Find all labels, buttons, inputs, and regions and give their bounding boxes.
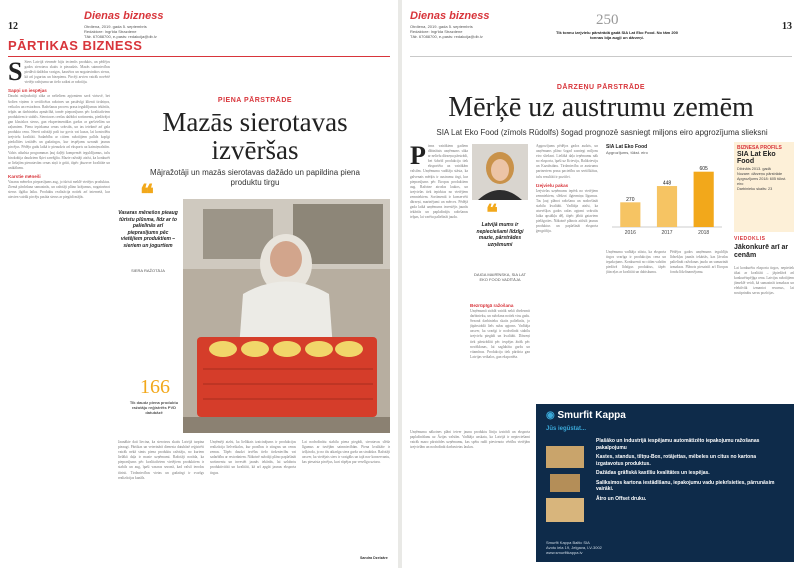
ad-boxes-icon xyxy=(542,440,590,536)
profile-company: SIA Lat Eko Food xyxy=(737,151,776,165)
article-column-4: Uzņēmuma vadītāja stāsta, ka eksporta tirgos svarīga ir produkcijas cena un iepakojums. Konkurenti no citām valstīm piedāvā līdzīgus produktus, tāpēc jāizceļas ar kvalitāti un dabiskumu. xyxy=(606,250,666,275)
top-stat-caption: Tik tonnu izejvielu pārstrādā gadā SIA Lat Eko Food. No tām 200 tonnas bija augļi un dārzeņi. xyxy=(555,30,679,40)
ad-footer: Smurfit Kappa Baltic SIA Avotu iela 19, Jelgava, LV-3002 www.smurfitkappa.lv xyxy=(546,540,602,555)
stat-number: 166 xyxy=(140,376,170,398)
chart-value-label: 605 xyxy=(699,166,708,173)
article-column-1: S Siers Latvijā vienmēr bijis iecienīts produkts, un pēdējos gados sierotavu skaits ir pieaudzis. Mazās saimniecības piedāvā dažādus svaigos, kausētos un nogatavinātos sierus, kā arī jogurtus un biezpienu. Pircēji arvien vairāk novērtē vietējo ražojumu un tiešo saikni ar ražotāju. Sapņi un iespējas Daudzi mājražotāji sāka ar nelieliem apjomiem savā virtuvē, bet šodien viņiem ir sertificētas ražotnes un pastāvīgi klienti tirdziņos, veikalos un restorānos. Ražošanas process prasa ieguldījumus iekārtās, telpās un darbinieku apmācībā, tomēr pieprasījums pēc kvalitatīviem produktiem ir stabils. Sierotavas cenšas dažādot sortimentu, piedāvājot gan klasiskos sierus, gan eksperimentālas garšas ar garšvielām un zaļumiem. Piena iepirkuma cenas svārstās, un tas ietekmē arī gala produkta cenu. Nereti ražotāji paši tur govis vai kazas, lai kontrolētu izejvielu kvalitāti. Sadarbība ar citiem ražotājiem palīdz kopīgi piedalīties izstādēs un gadatirgos, kur iespējams uzrunāt jaunus pircējus. Pēdējo gadu laikā ir pieaudzis arī eksports uz kaimiņvalstīm. Valsts atbalsta programmas ļauj daļēji kompensēt ieguldījumus, taču birokrātija daudziem šķiet sarežģīta. Mazie ražotāji atzīst, ka konkurēt ar lielajām pienotavām cenas ziņā ir grūti, tāpēc jāuzsver kvalitāte un unikālums. Karstie mēneši Vasaras mēnešos pieprasījums aug, jo tūristi meklē vietējos produktus. Ziemā pārdošana samazinās, un ražotāji plāno krājumus, nogatavinot sierus ilgāku laiku. Produktu realizācija notiek arī internetā, kur aizvien vairāk pircēju pasūta sierus ar piegādi mājās. xyxy=(8,60,110,200)
opinion-headline: Jākonkurē arī ar cenām xyxy=(734,244,789,259)
pull-quote: Latvijā mums ir nepieciešami līdzīgi mazie, pārstrādes uzņēmumi xyxy=(476,222,524,248)
headline: Mērķē uz austrumu zemēm xyxy=(448,92,754,123)
quote-attribution: SIERA RAŽOTĀJA xyxy=(131,268,165,273)
top-rule xyxy=(410,56,792,57)
article-byline: Sandra Dzelzāre xyxy=(360,556,388,560)
revenue-chart xyxy=(606,144,728,244)
article-kicker: DĀRZEŅU PĀRSTRĀDE xyxy=(556,84,646,91)
top-stat-number: 250 xyxy=(596,12,619,28)
article-column-5: Pēdējos gados uzņēmums ieguldījis līdzekļus jaunās iekārtās, kas ļāvušas palielināt ražošanas jaudu un samazināt izmaksas. Plānots piesaistīt arī Eiropas fondu līdzfinansējumu. xyxy=(670,250,728,275)
article-column-1: P irms vairākiem gadiem dibinātais uzņēmums sāka ar nelielu dārzeņu pārstrādi, bet šobrīd produkcija tiek eksportēta uz vairākām valstīm. Uzņēmuma vadītāja stāsta, ka galvenais mērķis ir austrumu tirgi, kur pieprasījums pēc Eiropas produktiem aug. Ražotne atrodas laukos, un izejvielas tiek iepirktas no vietējiem zemniekiem. Sortimentā ir konservēti dārzeņi, marinējumi un mērces. Pēdējā gada laikā uzņēmums investējis jaunās iekārtās un paplašinājis ražošanas telpas, lai varētu palielināt jaudu. xyxy=(410,144,468,220)
chart-value-label: 448 xyxy=(662,180,672,187)
quote-mark-icon: ❝ xyxy=(140,180,154,209)
right-page xyxy=(402,0,800,568)
section-title: PĀRTIKAS BIZNESS xyxy=(8,38,143,53)
chart-value-label: 270 xyxy=(626,196,635,203)
article-deck: Mājražotāji un mazās sierotavas dažādo un papildina piena produktu tirgu xyxy=(150,168,360,187)
opinion-column: Lai konkurētu eksporta tirgos, nepietiek tikai ar kvalitāti – jāpiedāvā arī konkurētspējīga cena. Latvijas ražotājiem jāmeklē veidi, kā samazināt izmaksas un efektīvāk izmantot resursus, lai nostiprinātu savas pozīcijas. xyxy=(734,266,794,296)
article-column-4: Lai nodrošinātu stabilu piena piegādi, sierotavas slēdz līgumus ar tuvējām saimniecībām. Piena kvalitāte ir izšķiroša, jo no tās atkarīga siera garša un struktūra. Ražotāji uzsver, ka vietējais siers ir svaigāks un tajā nav konservantu, kas piesaista pircējus, kuri rūpējas par veselīgu uzturu. xyxy=(302,440,390,465)
ad-brand: ◉ Smurfit Kappa xyxy=(546,410,626,421)
opinion-label: VIEDOKLIS xyxy=(734,236,766,242)
portrait-svg xyxy=(472,144,528,200)
smurfit-kappa-ad xyxy=(536,404,794,562)
article-column-6: Uzņēmuma nākotnes plāni ietver jaunu produktu līniju izstrādi un eksporta paplašināšanu uz Āzijas valstīm. Vadītāja uzskata, ka Latvijā ir nepieciešami vairāk mazo pārstrādes uzņēmumu, kas spētu radīt pievienoto vērtību vietējām izejvielām un nodrošināt darbavietas laukos. xyxy=(410,430,530,450)
drop-cap: P xyxy=(410,144,426,170)
masthead-info: Otrdiena, 2019. gada 5. septembris Redaktore: Ingrīda Strazdene Tālr. 67088700, e-pasts: redakcija@db.lv xyxy=(84,24,157,39)
chart-title: SIA Lat Eko Food xyxy=(606,144,648,150)
cheese-photo xyxy=(183,199,390,433)
ad-bullets: Plašāko un industrijā iespējamu automātizēto iepakojumu ražošanas pakalpojumu Kastes, standus, tiltņu-Box, rotājettas, mēbeles un citus no kartona izgatavotus produktus. Dažādas grāfiskā kastīšu kvalitātes un iespējas. Saliksimos kartona iestādīšanu, iepakojumu vadu piekrīsieties, pārrunāsim vairāki. Ātro un Offset druku. xyxy=(596,438,775,502)
article-kicker: PIENA PĀRSTRĀDE xyxy=(217,97,293,104)
brand-logo: Dienas bizness xyxy=(410,10,490,22)
chart-category-label: 2018 xyxy=(698,230,710,236)
chart-category-label: 2016 xyxy=(624,230,636,236)
chart-category-label: 2017 xyxy=(661,230,673,236)
cheese-photo-svg xyxy=(183,199,390,433)
article-deck: SIA Lat Eko Food (zīmols Rūdolfs) šogad prognozē sasniegt miljons eiro apgrozījuma slieksni xyxy=(436,128,768,137)
article-column-3: Uzņēmēji atzīst, ka lielākais izaicinājums ir produkcijas realizācija lielveikalos, kur prasības ir stingras un cenas zemas. Tāpēc daudzi izvēlas tiešo tirdzniecību vai sadarbību ar restorāniem. Nākotnē ražotāji plāno paplašināt sortimentu un investēt jaunās iekārtās, lai uzlabotu produktivitāti un kvalitāti, kā arī apgūt jaunus eksporta tirgus. xyxy=(210,440,296,475)
page-number: 12 xyxy=(8,21,18,32)
quote-attribution: DAIGA MAIRĪNSKA, SIA LAT EKO FOOD VADĪTĀJA xyxy=(474,272,526,282)
chart-bar xyxy=(657,186,677,227)
portrait-photo xyxy=(472,144,528,200)
chart-bar xyxy=(620,202,640,227)
article-column-2: Bezrūpīgā ražošana Uzņēmumā strādā vairāk nekā divdesmit darbinieku, un ražošana notiek visu gadu. Sezonā darbinieku skaits palielinās, jo jāpārstrādā liels ražas apjoms. Vadītāja uzsver, ka svarīgi ir nodrošināt stabilu izejvielu piegādi un kvalitāti. Dārzeņi tiek pārstrādāti pēc iespējas ātrāk pēc novākšanas, lai saglabātu garšu un vitamīnus. Produkcija tiek pārdota gan Latvijas veikalos, gan eksportēta. xyxy=(470,303,530,359)
pull-quote: Vasaras mēnešos pieaug tūristu plūsma, līdz ar to palielinās arī pieprasījums pēc vietējiem produktiem – sieriem un jogurtiem xyxy=(118,210,178,249)
stat-caption: Tik daudz piena produktu ražotāju reģistrēts PVD datubāzē xyxy=(129,400,179,415)
chart-plot xyxy=(606,155,728,237)
brand-logo: Dienas bizness xyxy=(84,10,164,22)
ad-tagline: Jūs iegūstat... xyxy=(546,426,587,432)
business-profile-box xyxy=(734,142,794,232)
page-number: 13 xyxy=(782,21,792,32)
quote-mark-icon: ❝ xyxy=(486,200,498,225)
masthead-info: Otrdiena, 2019. gada 5. septembris Redaktore: Ingrīda Strazdene Tālr. 67088700, e-pasts: redakcija@db.lv xyxy=(410,24,483,39)
article-column-3: Apgrozījums pēdējos gados audzis, un uzņēmums plāno šogad sasniegt miljons eiro slieksni. Lielākā daļa ieņēmumu nāk no eksporta, īpaši uz Krieviju, Baltkrieviju un Kazahstānu. Tirdzniecība ar austrumu partneriem prasa pacietību un sertifikātus, taču rezultāti ir pozitīvi. Izejvielu pakas Izejvielas uzņēmums iepērk no vietējiem zemniekiem, slēdzot ilgtermiņa līgumus. Tas ļauj plānot ražošanu un nodrošināt stabilu kvalitāti. Vadītāja atzīst, ka atsevišķos gados ražas apjomi svārstās laika apstākļu dēļ, tāpēc jābūt gataviem pielāgoties. Nākotnē plānots attīstīt jaunus produktus un paplašināt eksporta ģeogrāfiju. xyxy=(536,144,598,234)
left-page xyxy=(0,0,398,568)
article-column-2: Jaunākie dati liecina, ka sierotavu skaits Latvijā turpina pieaugt. Pārtikas un veterinārā dienesta datubāzē reģistrēti vairāk nekā simts piena produktu ražotāju, no kuriem lielākā daļa ir mazie uzņēmumi. Ražotāji norāda, ka pieprasījums pēc kvalitatīviem vietējiem produktiem ir stabils un aug, īpaši vasaras sezonā, kad valstī ierodas tūristi. Tirdzniecības vietas un gadatirgi ir svarīgs realizācijas kanāls. xyxy=(118,440,204,480)
headline: Mazās sierotavas izvēršas xyxy=(162,107,348,165)
chart-bar xyxy=(694,172,714,227)
profile-title: BIZNESA PROFILS xyxy=(737,145,782,151)
smurfit-logo-icon: ◉ xyxy=(546,410,555,421)
drop-cap: S xyxy=(8,60,23,86)
section-rule xyxy=(8,56,390,57)
chart-subtitle: Apgrozījums, tūkst. eiro xyxy=(606,150,648,155)
profile-details: Dibināts 2013. gadā Nozare: dārzeņu pārstrāde Apgrozījums 2018: 605 tūkst. eiro Darbinieku skaits: 23 xyxy=(737,167,787,191)
